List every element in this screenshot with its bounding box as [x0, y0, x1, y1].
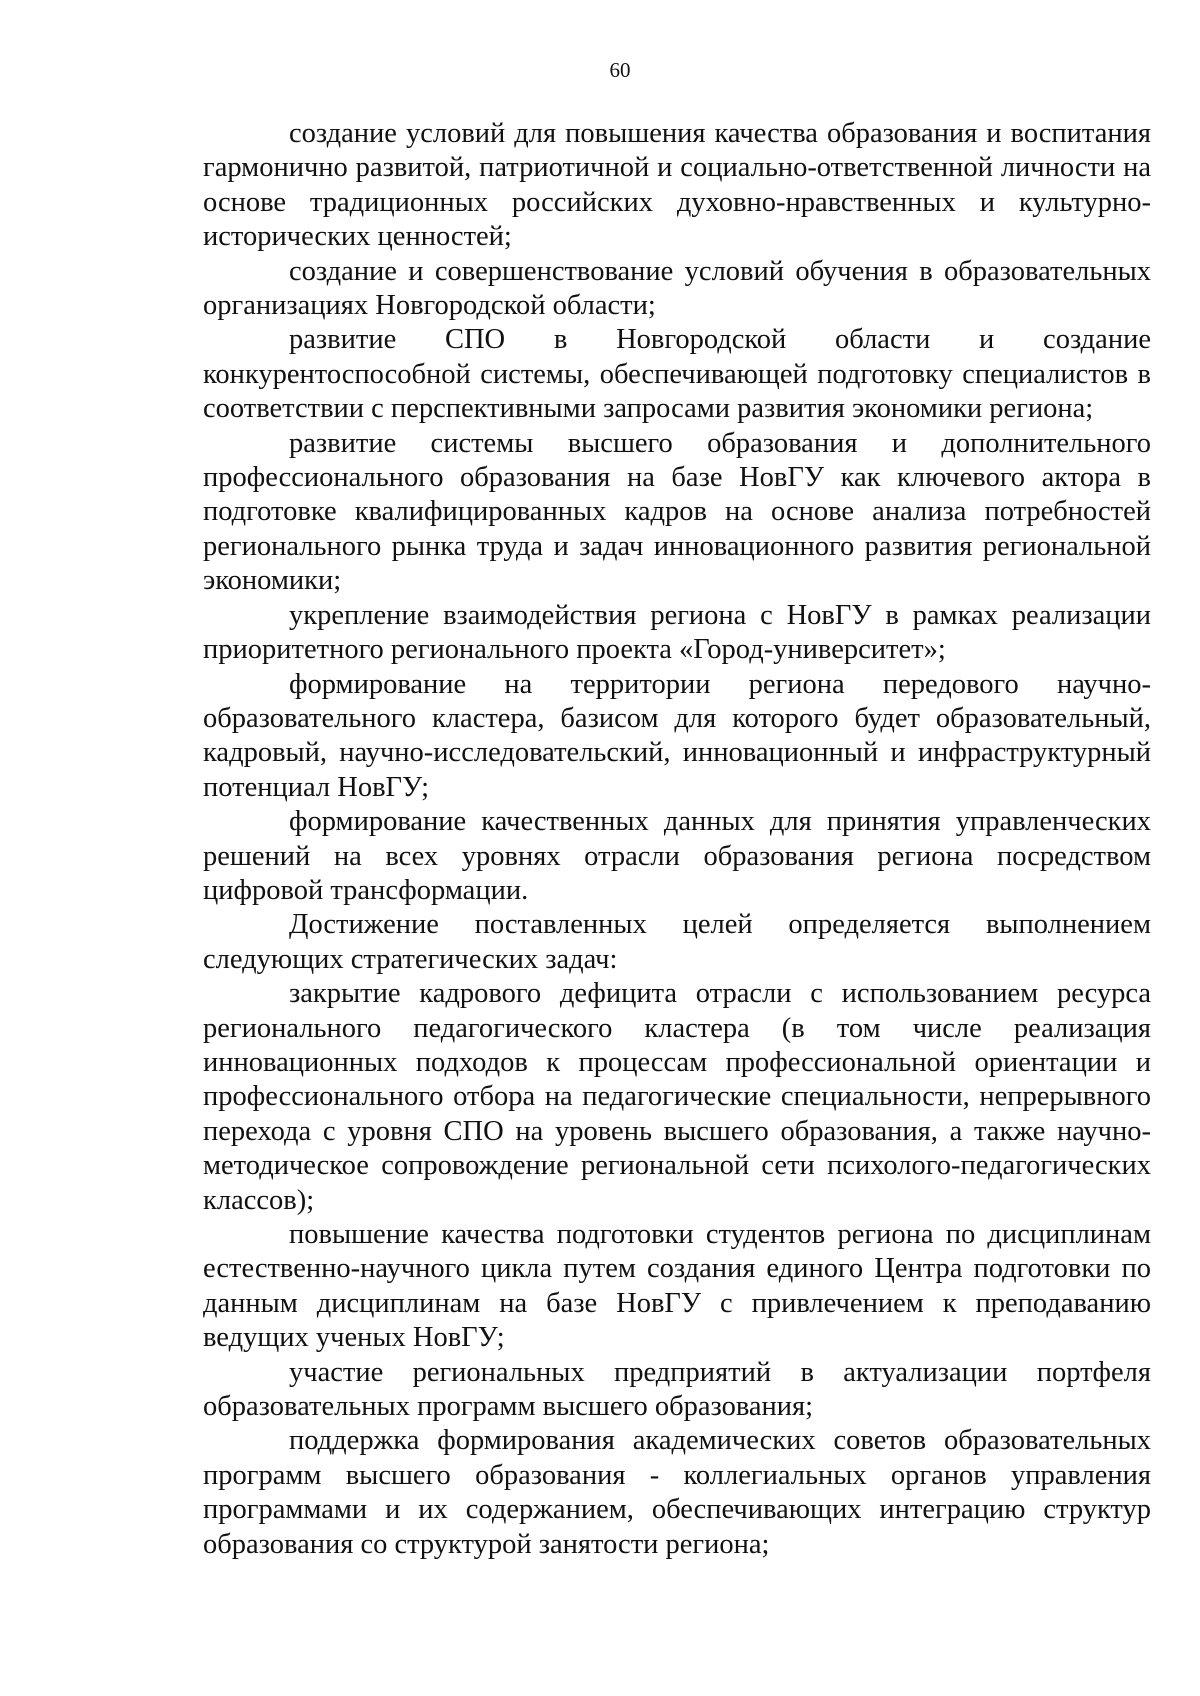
paragraph: развитие СПО в Новгородской области и создание конкурентоспособной системы, обеспечивающей подготовку специалистов в соответствии с перспективными запросами развития экономики региона; — [203, 324, 1151, 425]
paragraph: укрепление взаимодействия региона с НовГУ в рамках реализации приоритетного регионального проекта «Город-университет»; — [203, 599, 1151, 666]
paragraph: поддержка формирования академических советов образовательных программ высшего образования - коллегиальных органов управления программами и их содержанием, обеспечивающих интеграцию структур образования со структурой занятости региона; — [203, 1425, 1151, 1560]
paragraph: развитие системы высшего образования и дополнительного профессионального образования на базе НовГУ как ключевого актора в подготовке квалифицированных кадров на основе анализа потребностей регионального рынка труда и задач инновационного развития региональной экономики; — [203, 427, 1151, 597]
paragraph: формирование на территории региона передового научно-образовательного кластера, базисом для которого будет образовательный, кадровый, научно-исследовательский, инновационный и инфраструктурный потенциал НовГУ; — [203, 668, 1151, 803]
paragraph: формирование качественных данных для принятия управленческих решений на всех уровнях отрасли образования региона посредством цифровой трансформации. — [203, 806, 1151, 906]
paragraph: создание и совершенствование условий обучения в образовательных организациях Новгородской области; — [203, 255, 1151, 322]
paragraph: участие региональных предприятий в актуализации портфеля образовательных программ высшего образования; — [203, 1356, 1151, 1423]
paragraph: повышение качества подготовки студентов региона по дисциплинам естественно-научного цикла путем создания единого Центра подготовки по данным дисциплинам на базе НовГУ с привлечением к преподаванию ведущих ученых НовГУ; — [203, 1219, 1151, 1354]
document-body — [203, 117, 1151, 1562]
page-number: 60 — [609, 58, 631, 82]
paragraph: закрытие кадрового дефицита отрасли с использованием ресурса регионального педагогического кластера (в том числе реализация инновационных подходов к процессам профессиональной ориентации и профессионального отбора на педагогические специальности, непрерывного перехода с уровня СПО на уровень высшего образования, а также научно-методическое сопровождение региональной сети психолого-педагогических классов); — [203, 978, 1151, 1216]
paragraph: создание условий для повышения качества образования и воспитания гармонично развитой, патриотичной и социально-ответственной личности на основе традиционных российских духовно-нравственных и культурно-исторических ценностей; — [203, 118, 1151, 253]
paragraph: Достижение поставленных целей определяется выполнением следующих стратегических задач: — [203, 909, 1151, 975]
